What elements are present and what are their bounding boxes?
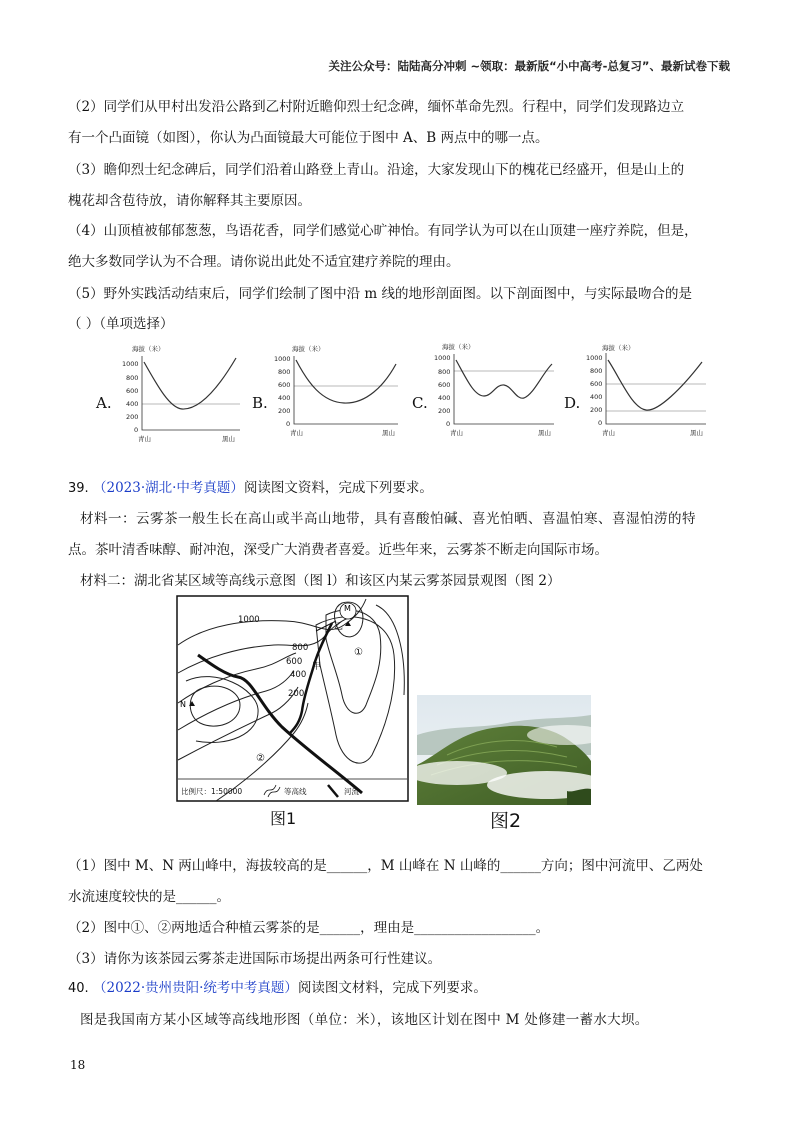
option-c-ytick: 1000 (434, 354, 451, 362)
option-d-ytick: 1000 (586, 354, 603, 362)
map-scale: 比例尺：1:50000 (181, 787, 243, 796)
option-d-ylabel: 海拔（米） (602, 344, 635, 352)
option-c-axes (454, 354, 554, 424)
option-a-end-label: 黑山 (222, 435, 235, 443)
option-b-ytick: 400 (278, 394, 291, 402)
profile-chart-d (584, 338, 714, 442)
river-label-jia: 甲 (312, 662, 322, 672)
q39-source-link[interactable]: （2023·湖北·中考真题） (92, 480, 244, 496)
q40-line: 图是我国南方某小区域等高线地形图（单位：米），该地区计划在图中 M 处修建一蓄水大坝。 (80, 1012, 649, 1028)
page-header: 关注公众号：陆陆高分冲刺 ~领取：最新版“小中高考-总复习”、最新试卷下载 (328, 59, 730, 73)
option-d-ytick: 600 (590, 380, 603, 388)
option-d-letter[interactable]: D. (564, 394, 581, 412)
legend-contour-label: 等高线 (284, 787, 307, 796)
peak-n-label: N (180, 700, 186, 709)
profile-chart-b (272, 338, 406, 442)
option-d-end-label: 黑山 (690, 429, 703, 437)
contour-label: 400 (290, 670, 307, 680)
option-a-ytick: 600 (126, 387, 139, 395)
option-a-ytick: 0 (134, 426, 139, 434)
option-b-ytick: 1000 (274, 355, 291, 363)
option-c-start-label: 青山 (450, 429, 463, 437)
option-c-ytick: 0 (446, 420, 451, 428)
option-c-ytick: 400 (438, 394, 451, 402)
option-a-ytick: 800 (126, 374, 139, 382)
option-a-axes (142, 356, 240, 430)
option-b-profile-line (296, 360, 396, 403)
contour-label: 800 (292, 643, 309, 653)
q40-source-link[interactable]: （2022·贵州贵阳·统考中考真题） (92, 980, 298, 996)
option-c-profile-line (456, 360, 552, 398)
option-a-profile-line (144, 358, 236, 409)
q40-heading (68, 978, 487, 999)
tea-garden-photo (417, 695, 591, 805)
river-label-yi: 乙 (334, 622, 344, 632)
profile-options (96, 338, 716, 448)
q39-material1-line2: 点。茶叶清香味醇、耐冲泡，深受广大消费者喜爱。近些年来，云雾茶不断走向国际市场。 (68, 542, 608, 558)
option-b-ytick: 600 (278, 381, 291, 389)
option-c-ytick: 600 (438, 381, 451, 389)
option-b-start-label: 青山 (290, 429, 303, 437)
option-d-ytick: 0 (598, 419, 603, 427)
site-label-1: ① (354, 647, 363, 658)
option-c-end-label: 黑山 (538, 429, 551, 437)
option-d-axes (606, 353, 706, 424)
contour-label: 1000 (238, 615, 260, 625)
q38-part5-line1: （5）野外实践活动结束后，同学们绘制了图中沿 m 线的地形剖面图。以下剖面图中，与实际最吻合的是 (68, 286, 692, 302)
option-a-start-label: 青山 (138, 435, 151, 443)
q39-material1-line1: 材料一：云雾茶一般生长在高山或半高山地带，具有喜酸怕碱、喜光怕晒、喜温怕寒、喜湿怕涝的特 (80, 511, 696, 527)
page-number: 18 (70, 1058, 86, 1072)
option-d-profile-line (608, 360, 702, 410)
option-b-ytick: 800 (278, 368, 291, 376)
q39-heading (68, 478, 433, 499)
q39-sub3: （3）请你为该茶园云雾茶走进国际市场提出两条可行性建议。 (68, 951, 442, 967)
peak-m-label: M (344, 604, 351, 613)
option-c-ytick: 200 (438, 407, 451, 415)
option-d-ytick: 400 (590, 393, 603, 401)
q38-part2-line1: （2）同学们从甲村出发沿公路到乙村附近瞻仰烈士纪念碑，缅怀革命先烈。行程中，同学们发现路边立 (68, 99, 685, 115)
option-d-ytick: 800 (590, 367, 603, 375)
q38-part4-line1: （4）山顶植被郁郁葱葱，鸟语花香，同学们感觉心旷神怡。有同学认为可以在山顶建一座疗养院，但是， (68, 223, 698, 239)
option-b-ylabel: 海拔（米） (292, 345, 325, 353)
option-a-letter[interactable]: A. (96, 394, 112, 412)
option-a-ylabel: 海拔（米） (132, 345, 165, 353)
figure1-caption: 图1 (270, 809, 297, 828)
q39-sub1-line1: （1）图中 M、N 两山峰中，海拔较高的是______，M 山峰在 N 山峰的______方向；图中河流甲、乙两处 (68, 858, 703, 874)
q38-part3-line1: （3）瞻仰烈士纪念碑后，同学们沿着山路登上青山。沿途，大家发现山下的槐花已经盛开，但是山上的 (68, 162, 685, 178)
q39-sub1-line2: 水流速度较快的是______。 (68, 889, 230, 905)
option-a-ytick: 400 (126, 400, 139, 408)
contour-label: 600 (286, 657, 303, 667)
site-label-2: ② (256, 753, 265, 764)
option-b-ytick: 200 (278, 407, 291, 415)
q39-sub2: （2）图中①、②两地适合种植云雾茶的是______，理由是__________________。 (68, 920, 550, 936)
q38-part4-line2: 绝大多数同学认为不合理。请你说出此处不适宜建疗养院的理由。 (68, 254, 460, 270)
option-c-ylabel: 海拔（米） (442, 343, 475, 351)
option-c-ytick: 800 (438, 368, 451, 376)
q40-number: 40. (68, 981, 89, 996)
figure2-caption: 图2 (490, 810, 522, 832)
q39-material2: 材料二：湖北省某区域等高线示意图（图 l）和该区内某云雾茶园景观图（图 2） (80, 573, 561, 589)
q38-part5-line2: （ ）（单项选择） (68, 316, 174, 332)
option-a-ytick: 1000 (122, 360, 139, 368)
q38-part2-line2: 有一个凸面镜（如图），你认为凸面镜最大可能位于图中 A、B 两点中的哪一点。 (68, 130, 549, 146)
profile-chart-c (432, 338, 562, 442)
option-b-end-label: 黑山 (382, 429, 395, 437)
option-d-start-label: 青山 (602, 429, 615, 437)
contour-label: 200 (288, 689, 305, 699)
option-d-ytick: 200 (590, 406, 603, 414)
q39-instruction: 阅读图文资料，完成下列要求。 (243, 480, 433, 496)
option-c-letter[interactable]: C. (412, 394, 428, 412)
q40-instruction: 阅读图文材料，完成下列要求。 (297, 980, 487, 996)
option-b-letter[interactable]: B. (252, 394, 268, 412)
contour-map-figure (176, 595, 409, 802)
option-b-axes (294, 356, 398, 424)
legend-river-label: 河流 (344, 787, 359, 796)
q39-number: 39. (68, 481, 89, 496)
option-b-ytick: 0 (286, 420, 291, 428)
q38-part3-line2: 槐花却含苞待放，请你解释其主要原因。 (68, 193, 311, 209)
option-a-ytick: 200 (126, 413, 139, 421)
profile-chart-a (118, 342, 248, 446)
